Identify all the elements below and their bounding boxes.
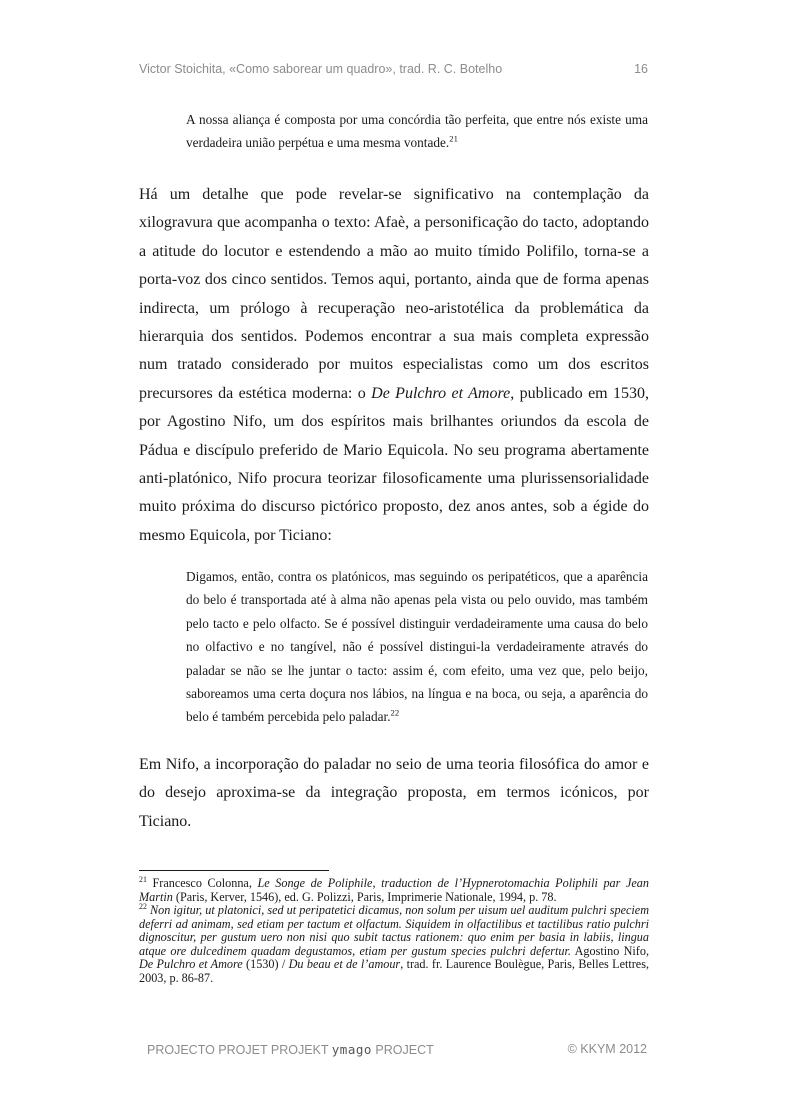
footnote-ref-22[interactable]: 22 [390, 708, 400, 719]
paragraph-1-part-a: Há um detalhe que pode revelar-se significativo na contemplação da xilogravura que acompanha o texto: Afaè, a personificação do tacto, adoptando a atitude do locutor e estendendo a mão ao muito tímido Polifilo, torna-se a porta-voz dos cinco sentidos. Temos aqui, portanto, ainda que de forma apenas indirecta, um prólogo à recuperação neo-aristotélica da problemática da hierarquia dos sentidos. Podemos encontrar a sua mais completa expressão num tratado considerado por muitos especialistas como um dos escritos precursores da estética moderna: o [139, 186, 649, 402]
footnote-22-latin: Non igitur, ut platonici, sed ut peripatetici dicamus, non solum per uisum uel auditum pulchri speciem deferri ad animam, sed etiam per tactum et olfactum. Siquidem in olfactilibus et tactilibus ratio pulchri dignoscitur, per gustum uero non nisi quo subit tactus rationem: quo enim per basia in labiis, lingua atque ore dulcedinem quadam degustamos, etiam per gustum species pulchri defertur. [139, 903, 649, 958]
footnote-22-part-b: (1530) / [242, 957, 289, 971]
block-quote-1 [186, 108, 648, 155]
footnotes [139, 874, 650, 985]
footnote-21-number: 21 [139, 874, 147, 884]
footnote-22-part-a: Agostino Nifo, [570, 943, 650, 958]
footer-project-word: PROJECT [375, 1043, 434, 1057]
body-paragraph-2 [139, 751, 649, 836]
quote-1-text: A nossa aliança é composta por uma concórdia tão perfeita, que entre nós existe uma verdadeira união perpétua e uma mesma vontade. [186, 112, 648, 151]
footnote-22-number: 22 [139, 901, 147, 911]
running-title: Victor Stoichita, «Como saborear um quadro», trad. R. C. Botelho [139, 62, 503, 76]
footnote-21-part-a: Francesco Colonna, [146, 876, 258, 890]
footnote-22 [139, 901, 650, 985]
block-quote-2 [186, 565, 648, 729]
paragraph-1-part-b: , publicado em 1530, por Agostino Nifo, um dos espíritos mais brilhantes oriundos da escola de Pádua e discípulo preferido de Mario Equicola. No seu programa abertamente anti-platónico, Nifo procura teorizar filosoficamente uma plurissensorialidade muito próxima do discurso pictórico proposto, dez anos antes, sob a égide do mesmo Equicola, por Ticiano: [139, 384, 650, 544]
footnote-21-title: Le Songe de Poliphile, traduction de l’Hypnerotomachia Poliphili par Jean Martin [139, 876, 649, 904]
footnote-21 [139, 874, 649, 904]
quote-2-text: Digamos, então, contra os platónicos, mas seguindo os peripatéticos, que a aparência do belo é transportada até à alma não apenas pela vista ou pelo ouvido, mas também pelo tacto e pelo olfacto. Se é possível distinguir verdadeiramente uma causa do belo no olfactivo e no tangível, não é possível distingui-la verdadeiramente através do paladar se não se lhe juntar o tacto: assim é, com efeito, uma vez que, pelo beijo, saboreamos uma certa doçura nos lábios, na língua e na boca, ou seja, a aparência do belo é também percebida pelo paladar. [186, 569, 648, 725]
footnote-22-title-1: De Pulchro et Amore [139, 957, 243, 971]
footnote-21-part-b: (Paris, Kerver, 1546), ed. G. Polizzi, Paris, Imprimerie Nationale, 1994, p. 78. [172, 889, 557, 904]
footnote-22-title-2: Du beau et de l’amour [288, 957, 401, 971]
page-footer [147, 1042, 647, 1057]
paragraph-2-text: Em Nifo, a incorporação do paladar no seio de uma teoria filosófica do amor e do desejo aproxima-se da integração proposta, em termos icónicos, por Ticiano. [139, 756, 649, 830]
footnote-separator [139, 870, 329, 871]
copyright: © KKYM 2012 [567, 1042, 647, 1056]
ymago-logo: ymago [331, 1042, 372, 1057]
footnote-ref-21[interactable]: 21 [449, 133, 458, 144]
page-number: 16 [634, 62, 648, 76]
body-paragraph-1 [139, 181, 649, 550]
footnote-22-part-c: , trad. fr. Laurence Boulègue, Paris, Belles Lettres, 2003, p. 86-87. [139, 957, 650, 985]
footer-project-label: PROJECTO PROJET PROJEKT [147, 1043, 329, 1057]
work-title-de-pulchro: De Pulchro et Amore [371, 384, 511, 402]
running-header [139, 62, 648, 76]
